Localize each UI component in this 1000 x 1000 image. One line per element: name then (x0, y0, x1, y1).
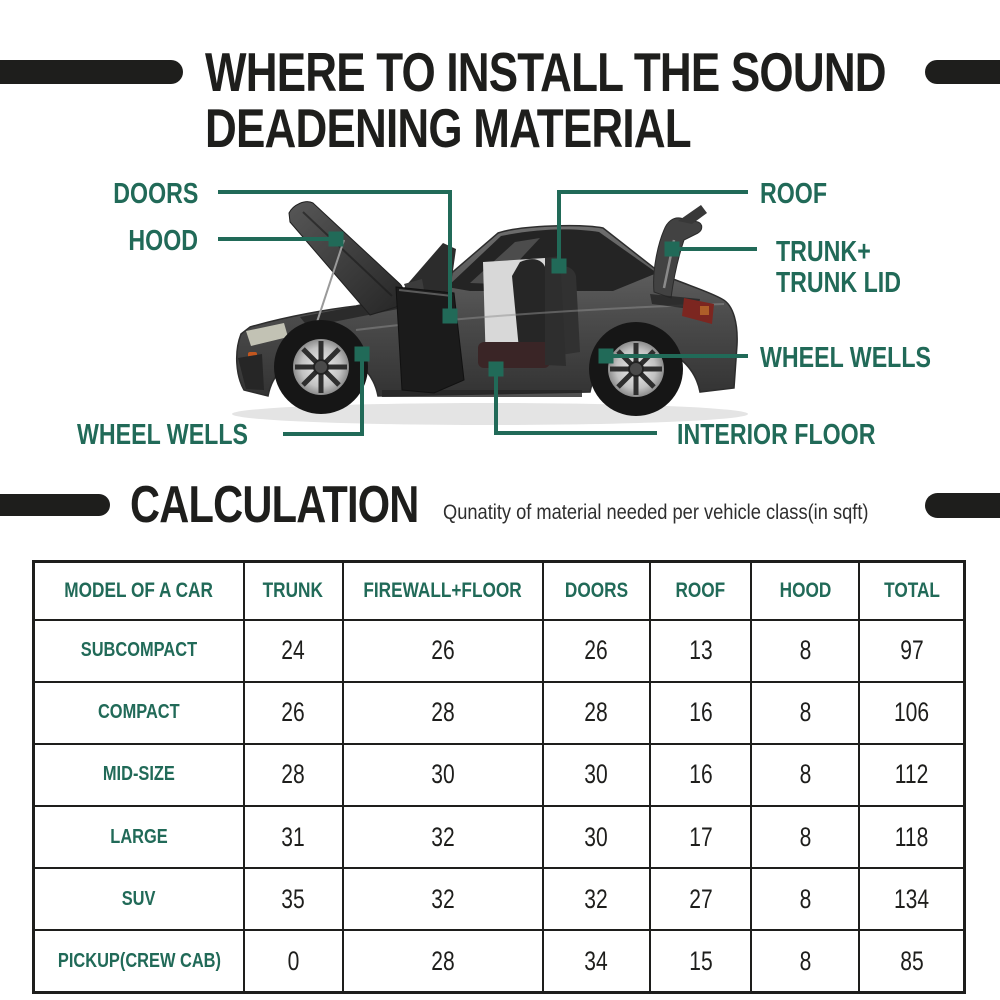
value-cell (650, 620, 751, 682)
value-cell (650, 806, 751, 868)
value-label: 34 (584, 945, 608, 976)
value-cell (244, 620, 343, 682)
value-cell (650, 744, 751, 806)
value-label: 32 (430, 821, 455, 852)
value-cell (751, 682, 859, 744)
value-cell (751, 806, 859, 868)
column-header (650, 562, 751, 620)
value-label: 118 (894, 821, 929, 852)
column-header (244, 562, 343, 620)
table-row (34, 806, 965, 868)
value-label: 97 (899, 635, 924, 666)
value-label: 8 (799, 883, 812, 914)
value-cell (343, 682, 543, 744)
front-wheel (274, 320, 368, 414)
value-cell (859, 620, 964, 682)
trunk-lid-tip (678, 205, 707, 224)
value-cell (543, 930, 650, 992)
value-cell (859, 806, 964, 868)
table-body (34, 620, 965, 993)
table-row (34, 682, 965, 744)
value-cell (859, 930, 964, 992)
value-cell (343, 744, 543, 806)
model-label: PICKUP(CREW CAB) (57, 949, 221, 972)
model-label: MID-SIZE (102, 763, 175, 786)
table-header-row (34, 562, 965, 620)
value-label: 28 (430, 945, 455, 976)
value-cell (244, 806, 343, 868)
model-label: SUV (122, 887, 156, 910)
model-cell (34, 868, 244, 930)
car-illustration (232, 202, 748, 425)
label-doors: DOORS (112, 178, 198, 210)
value-label: 32 (430, 883, 455, 914)
column-header (34, 562, 244, 620)
value-cell (543, 620, 650, 682)
value-cell (751, 868, 859, 930)
calculation-table (32, 560, 966, 994)
model-cell (34, 682, 244, 744)
value-label: 16 (688, 759, 713, 790)
value-cell (543, 744, 650, 806)
value-cell (343, 868, 543, 930)
value-cell (859, 682, 964, 744)
value-label: 8 (799, 635, 812, 666)
column-header-label: HOOD (779, 578, 832, 602)
value-label: 35 (281, 883, 305, 914)
label-roof: ROOF (760, 178, 828, 210)
value-label: 26 (584, 635, 608, 666)
decorative-bar-calc-left (0, 494, 110, 516)
label-hood: HOOD (128, 225, 198, 257)
table-row (34, 744, 965, 806)
value-cell (244, 682, 343, 744)
calculation-title: CALCULATION (130, 476, 419, 534)
value-label: 30 (430, 759, 455, 790)
model-cell (34, 806, 244, 868)
value-label: 31 (281, 821, 305, 852)
rear-wheel (589, 322, 683, 416)
page-title-line2: DEADENING MATERIAL (205, 97, 691, 159)
value-label: 28 (430, 697, 455, 728)
column-header (343, 562, 543, 620)
trunk-pointer (665, 242, 758, 257)
value-cell (650, 682, 751, 744)
value-cell (751, 620, 859, 682)
table-row (34, 930, 965, 992)
column-header-label: FIREWALL+FLOOR (363, 578, 522, 602)
value-cell (244, 744, 343, 806)
label-trunk: TRUNK+ TRUNK LID (776, 236, 902, 299)
value-label: 26 (281, 697, 305, 728)
value-cell (650, 930, 751, 992)
value-label: 15 (688, 945, 713, 976)
model-label: SUBCOMPACT (80, 639, 198, 662)
label-interior-floor: INTERIOR FLOOR (677, 419, 876, 451)
column-header (543, 562, 650, 620)
value-cell (343, 806, 543, 868)
value-label: 8 (799, 821, 812, 852)
column-header-label: TOTAL (883, 578, 940, 602)
page-title-line1: WHERE TO INSTALL THE SOUND (205, 41, 886, 103)
model-cell (34, 930, 244, 992)
value-label: 8 (799, 945, 812, 976)
value-label: 32 (584, 883, 608, 914)
value-cell (543, 806, 650, 868)
value-label: 134 (894, 883, 930, 914)
value-cell (859, 744, 964, 806)
column-header (751, 562, 859, 620)
value-label: 8 (799, 759, 812, 790)
value-cell (650, 868, 751, 930)
value-label: 30 (584, 821, 608, 852)
value-label: 8 (799, 697, 812, 728)
column-header-label: MODEL OF A CAR (64, 578, 214, 602)
value-label: 17 (688, 821, 713, 852)
value-cell (859, 868, 964, 930)
label-wheel-wells-rear: WHEEL WELLS (760, 342, 931, 374)
open-hood (289, 202, 403, 315)
value-label: 0 (287, 945, 300, 976)
column-header-label: TRUNK (263, 578, 324, 602)
value-label: 85 (899, 945, 924, 976)
model-cell (34, 744, 244, 806)
value-cell (343, 620, 543, 682)
value-label: 24 (281, 635, 305, 666)
value-cell (244, 868, 343, 930)
open-door (396, 287, 464, 393)
value-cell (543, 682, 650, 744)
value-label: 27 (688, 883, 713, 914)
value-cell (751, 744, 859, 806)
value-cell (244, 930, 343, 992)
table-row (34, 868, 965, 930)
column-header-label: DOORS (564, 578, 628, 602)
column-header-label: ROOF (675, 578, 726, 602)
label-wheel-wells-front: WHEEL WELLS (77, 419, 248, 451)
table-row (34, 620, 965, 682)
value-cell (751, 930, 859, 992)
model-cell (34, 620, 244, 682)
column-header (859, 562, 964, 620)
value-label: 112 (894, 759, 929, 790)
calculation-subtitle: Qunatity of material needed per vehicle class(in sqft) (443, 501, 869, 524)
model-label: LARGE (110, 825, 168, 848)
value-cell (343, 930, 543, 992)
value-label: 26 (430, 635, 455, 666)
value-label: 13 (688, 635, 713, 666)
value-label: 30 (584, 759, 608, 790)
model-label: COMPACT (98, 701, 180, 724)
value-label: 16 (688, 697, 713, 728)
value-label: 28 (281, 759, 305, 790)
decorative-bar-calc-right (925, 493, 1000, 518)
value-label: 28 (584, 697, 608, 728)
value-label: 106 (894, 697, 930, 728)
value-cell (543, 868, 650, 930)
tail-light-amber (700, 306, 709, 315)
